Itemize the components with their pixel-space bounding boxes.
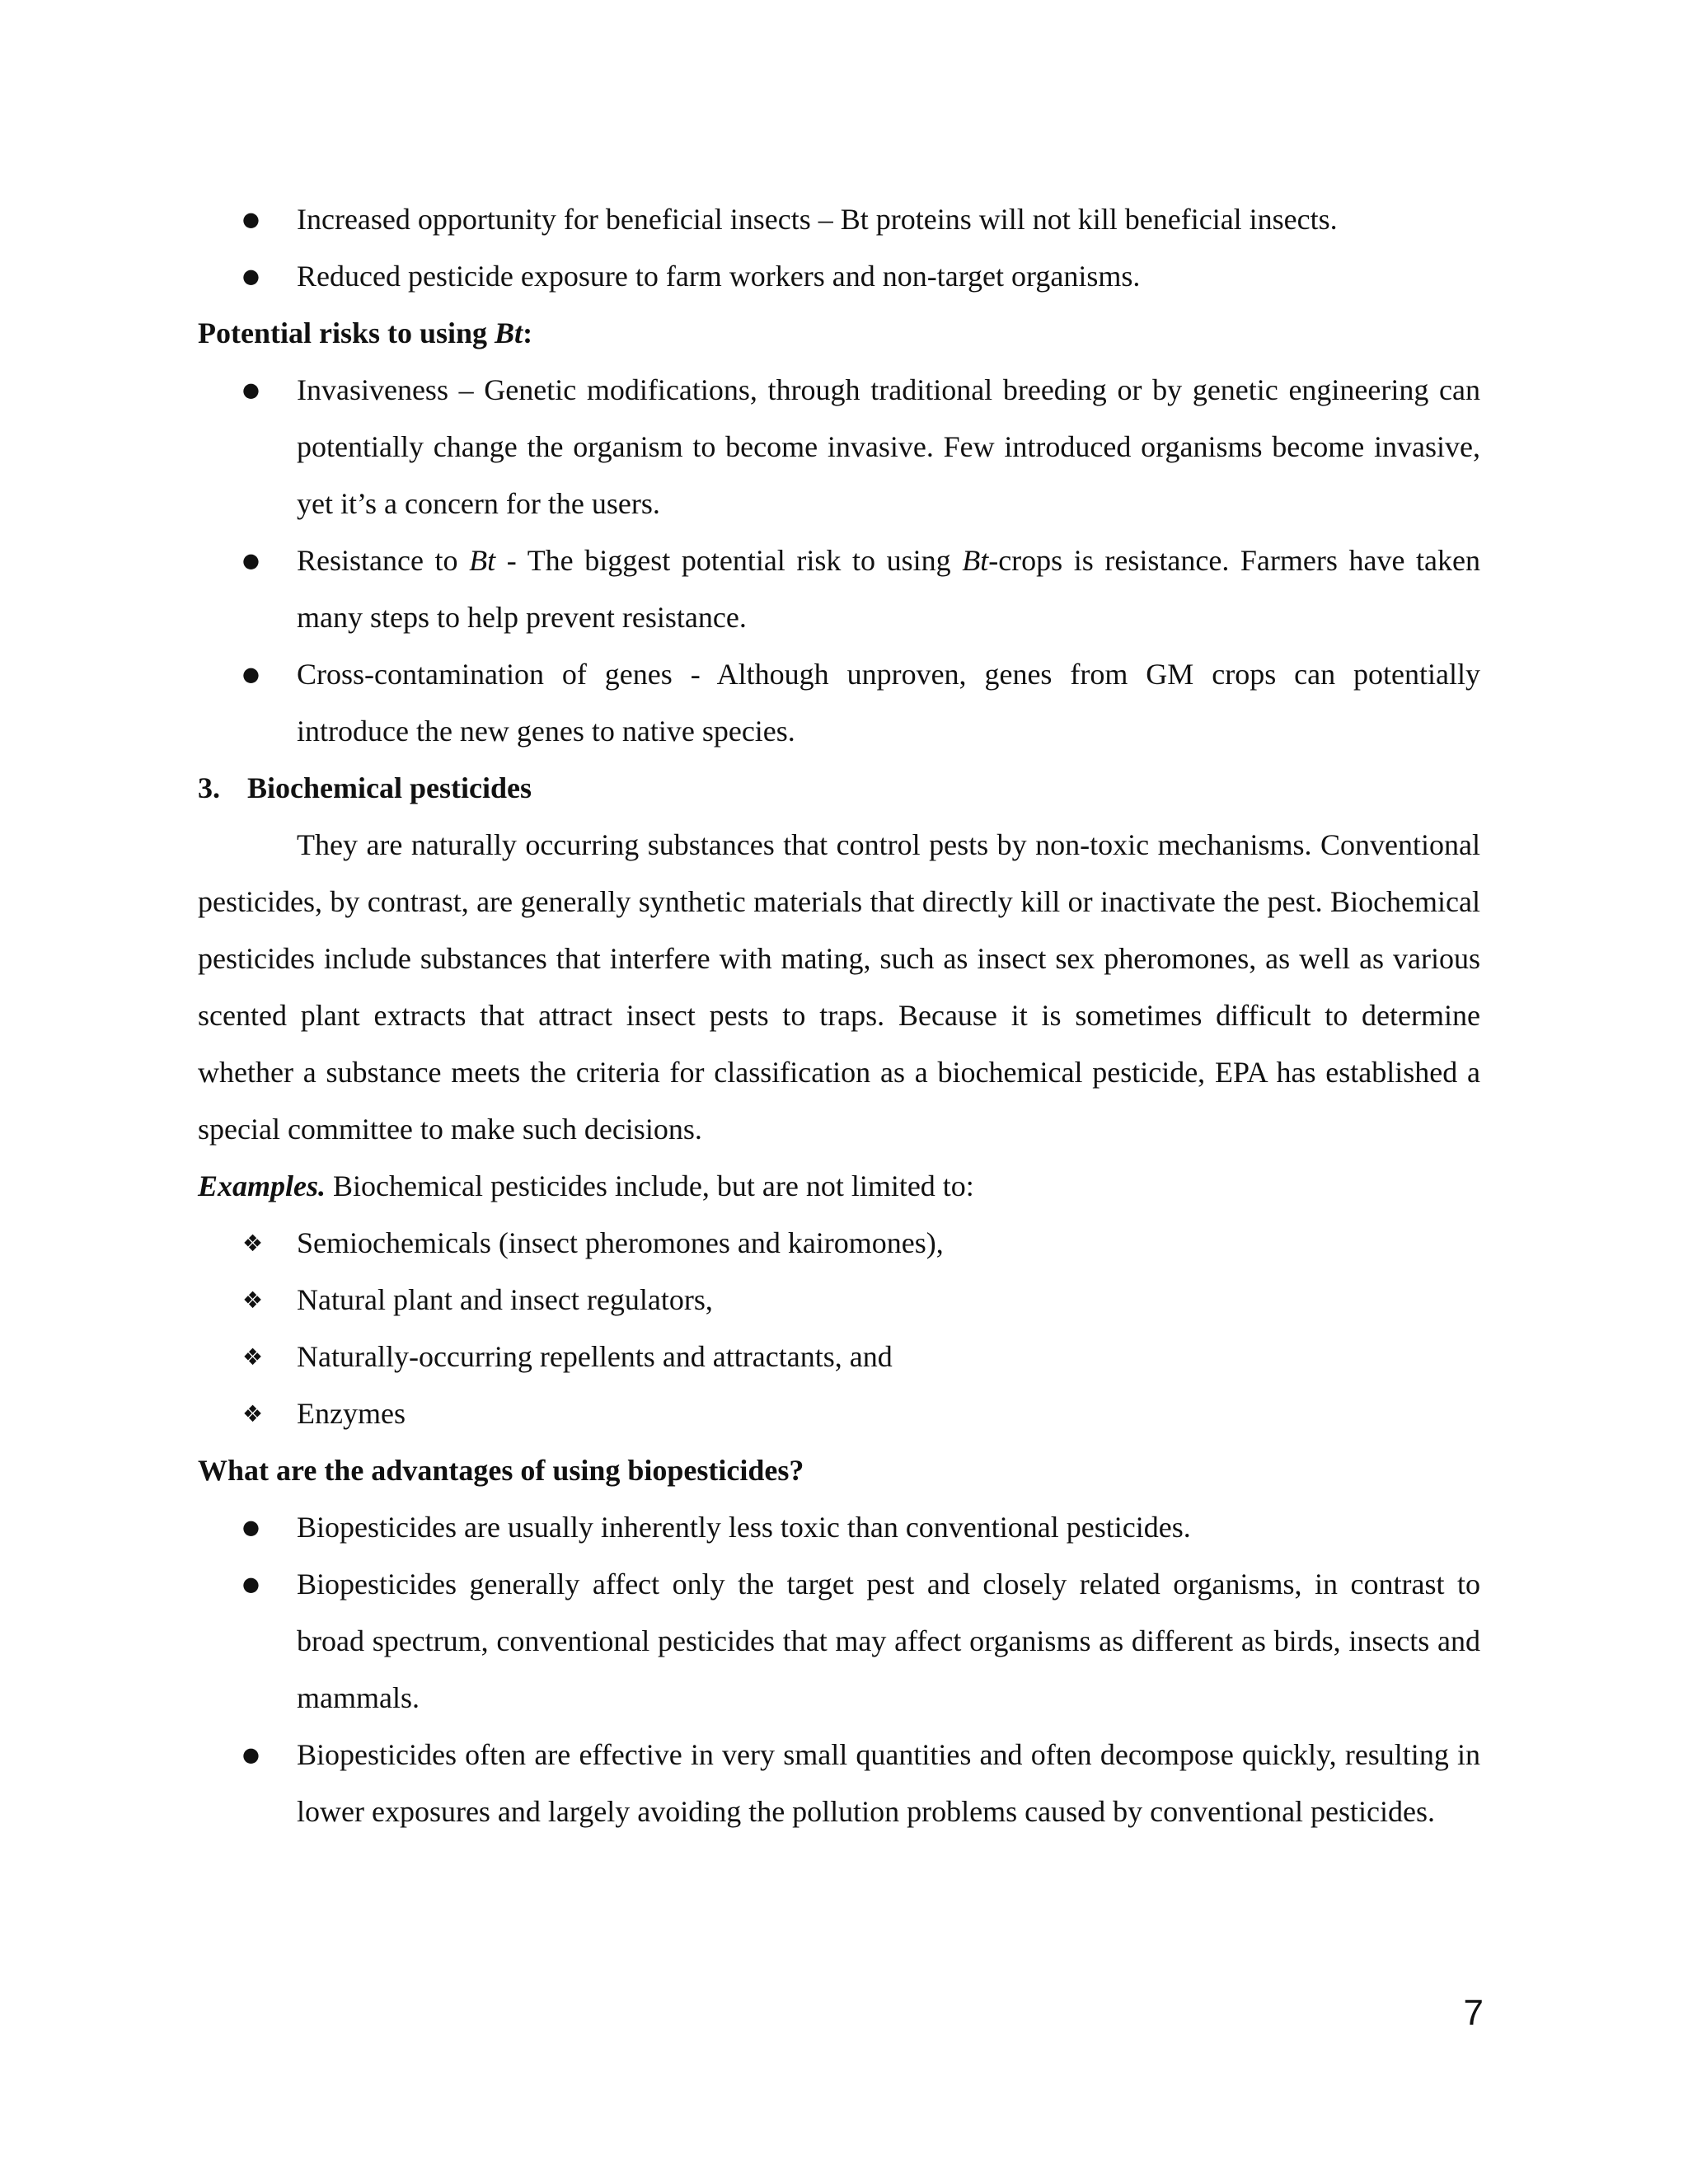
risks-heading: Potential risks to using Bt: [198,316,533,349]
bullet-dot-icon: ● [242,1516,260,1539]
bullet-diamond-icon: ❖ [242,1286,264,1314]
bullet-dot-icon: ● [242,378,260,401]
list-item-text: Enzymes [297,1397,406,1430]
section-number: 3. [198,771,220,804]
advantages-list [198,1499,1480,1840]
benefits-list [198,191,1480,305]
list-item-text: Natural plant and insect regulators, [297,1283,713,1316]
bullet-dot-icon: ● [242,208,260,231]
page-number: 7 [1463,1993,1484,2033]
list-item-text: Invasiveness – Genetic modifications, through traditional breeding or by genetic engineering can potentially change the organism to become invasive. Few introduced organisms become invasive, yet it’s a concern for the users. [297,373,1480,520]
section-heading [198,760,1480,817]
risks-list [198,362,1480,760]
list-item [198,1385,1480,1442]
page-content [198,191,1480,1840]
bullet-diamond-icon: ❖ [242,1400,264,1427]
list-item [198,362,1480,532]
bullet-dot-icon: ● [242,1743,260,1766]
list-item-text: Biopesticides generally affect only the target pest and closely related organisms, in contrast to broad spectrum, conventional pesticides that may affect organisms as different as birds, insects and mammals. [297,1568,1480,1714]
bullet-diamond-icon: ❖ [242,1343,264,1371]
list-item [198,1272,1480,1329]
list-item [198,1329,1480,1385]
bullet-dot-icon: ● [242,265,260,288]
bullet-dot-icon: ● [242,1572,260,1596]
examples-label: Examples. [198,1169,326,1202]
list-item [198,646,1480,760]
list-item [198,191,1480,248]
advantages-heading: What are the advantages of using biopesticides? [198,1454,804,1487]
examples-list [198,1215,1480,1442]
list-item-text: Cross-contamination of genes - Although unproven, genes from GM crops can potentially introduce the new genes to native species. [297,658,1480,748]
examples-intro: Examples. Biochemical pesticides include, but are not limited to: [198,1169,974,1202]
list-item [198,1499,1480,1556]
section-title: Biochemical pesticides [247,771,532,804]
bullet-dot-icon: ● [242,549,260,572]
list-item [198,248,1480,305]
list-item-text: Increased opportunity for beneficial insects – Bt proteins will not kill beneficial insects. [297,203,1338,236]
bullet-dot-icon: ● [242,663,260,686]
section-paragraph: They are naturally occurring substances that control pests by non-toxic mechanisms. Conventional pesticides, by contrast, are generally synthetic materials that directly kill or inactivate the pest. Biochemical pesticides include substances that interfere with mating, such as insect sex pheromones, as well as various scented plant extracts that attract insect pests to traps. Because it is sometimes difficult to determine whether a substance meets the criteria for classification as a biochemical pesticide, EPA has established a special committee to make such decisions. [198,828,1480,1146]
list-item [198,1727,1480,1840]
bullet-diamond-icon: ❖ [242,1230,264,1257]
list-item-text: Reduced pesticide exposure to farm workers and non-target organisms. [297,260,1141,293]
list-item-text: Semiochemicals (insect pheromones and kairomones), [297,1226,944,1259]
list-item [198,532,1480,646]
list-item [198,1556,1480,1727]
list-item-text: Biopesticides are usually inherently less toxic than conventional pesticides. [297,1511,1191,1544]
list-item-text: Biopesticides often are effective in very small quantities and often decompose quickly, resulting in lower exposures and largely avoiding the pollution problems caused by conventional pesticides. [297,1738,1480,1828]
list-item [198,1215,1480,1272]
list-item-text: Resistance to Bt - The biggest potential risk to using Bt-crops is resistance. Farmers have taken many steps to help prevent resistance. [297,544,1480,634]
list-item-text: Naturally-occurring repellents and attractants, and [297,1340,893,1373]
